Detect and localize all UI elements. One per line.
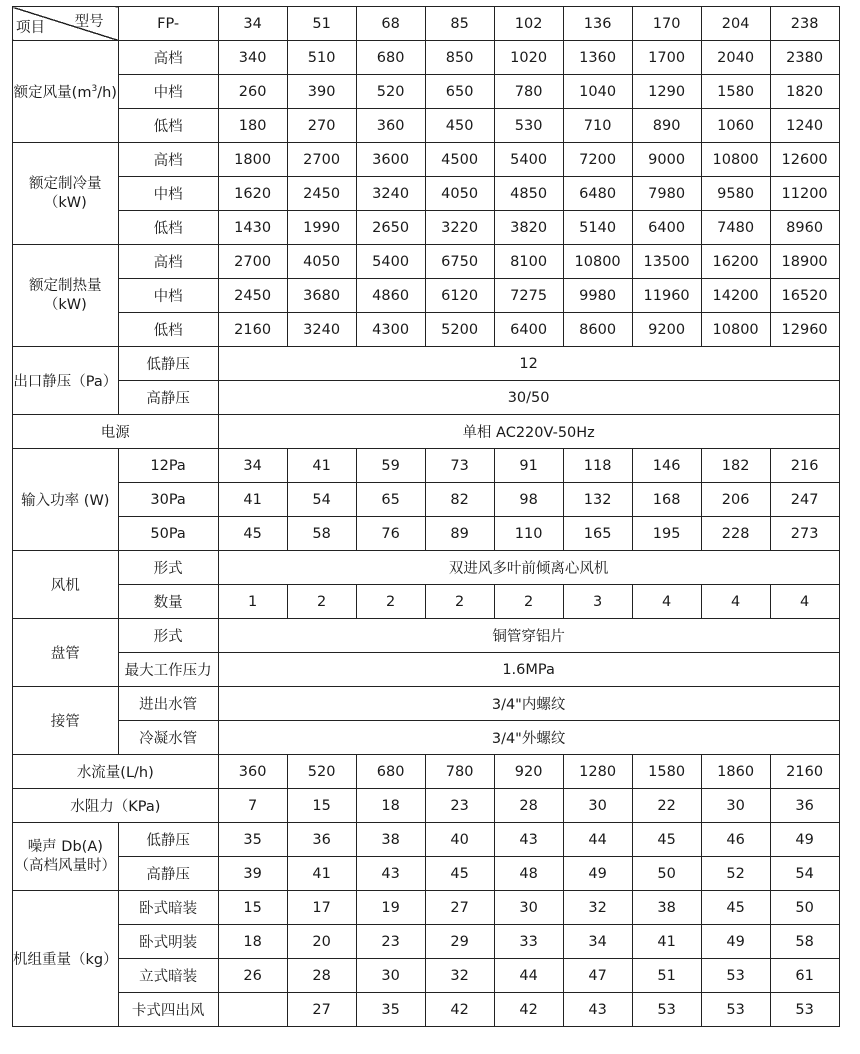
row-header-line2: （高档风量时） bbox=[14, 857, 117, 874]
value-cell: 98 bbox=[494, 483, 563, 517]
value-cell bbox=[218, 993, 287, 1027]
sub-label: 进出水管 bbox=[118, 687, 218, 721]
value-cell: 6480 bbox=[563, 177, 632, 211]
fan-type-row bbox=[13, 551, 840, 585]
airflow-label-post: /h) bbox=[97, 85, 117, 101]
static-pressure-row bbox=[13, 381, 840, 415]
sub-label: 低档 bbox=[118, 109, 218, 143]
value-cell: 450 bbox=[425, 109, 494, 143]
value-cell: 9000 bbox=[632, 143, 701, 177]
value-cell: 4500 bbox=[425, 143, 494, 177]
heating-row bbox=[13, 279, 840, 313]
value-cell: 10800 bbox=[701, 313, 770, 347]
value-cell: 3240 bbox=[287, 313, 356, 347]
value-cell: 27 bbox=[287, 993, 356, 1027]
value-cell: 18 bbox=[356, 789, 425, 823]
airflow-header bbox=[13, 41, 119, 143]
water-resistance-header: 水阻力（KPa) bbox=[13, 789, 219, 823]
airflow-row bbox=[13, 109, 840, 143]
noise-row bbox=[13, 823, 840, 857]
value-cell: 53 bbox=[701, 959, 770, 993]
merged-value: 12 bbox=[218, 347, 839, 381]
value-cell: 26 bbox=[218, 959, 287, 993]
value-cell: 132 bbox=[563, 483, 632, 517]
sub-label: 低静压 bbox=[118, 823, 218, 857]
value-cell: 30 bbox=[494, 891, 563, 925]
value-cell: 38 bbox=[632, 891, 701, 925]
value-cell: 340 bbox=[218, 41, 287, 75]
value-cell: 118 bbox=[563, 449, 632, 483]
value-cell: 19 bbox=[356, 891, 425, 925]
row-header-line1: 额定制热量 bbox=[29, 277, 102, 294]
value-cell: 2160 bbox=[218, 313, 287, 347]
sub-label: 形式 bbox=[118, 551, 218, 585]
value-cell: 12960 bbox=[770, 313, 839, 347]
input-power-row bbox=[13, 483, 840, 517]
value-cell: 3600 bbox=[356, 143, 425, 177]
input-power-row bbox=[13, 449, 840, 483]
value-cell: 41 bbox=[287, 857, 356, 891]
weight-row bbox=[13, 891, 840, 925]
pipe-row bbox=[13, 721, 840, 755]
value-cell: 40 bbox=[425, 823, 494, 857]
power-supply-row bbox=[13, 415, 840, 449]
merged-value: 铜管穿铝片 bbox=[218, 619, 839, 653]
merged-value: 双进风多叶前倾离心风机 bbox=[218, 551, 839, 585]
value-cell: 58 bbox=[287, 517, 356, 551]
value-cell: 18900 bbox=[770, 245, 839, 279]
cooling-row bbox=[13, 143, 840, 177]
sub-label: 高档 bbox=[118, 41, 218, 75]
sub-label: 低档 bbox=[118, 211, 218, 245]
value-cell: 30 bbox=[701, 789, 770, 823]
value-cell: 58 bbox=[770, 925, 839, 959]
value-cell: 180 bbox=[218, 109, 287, 143]
value-cell: 45 bbox=[632, 823, 701, 857]
value-cell: 273 bbox=[770, 517, 839, 551]
value-cell: 2450 bbox=[218, 279, 287, 313]
noise-header bbox=[13, 823, 119, 891]
static-pressure-row bbox=[13, 347, 840, 381]
value-cell: 8960 bbox=[770, 211, 839, 245]
sub-label: 最大工作压力 bbox=[118, 653, 218, 687]
airflow-label-pre: 额定风量(m bbox=[13, 85, 92, 101]
airflow-row bbox=[13, 41, 840, 75]
airflow-label-sup: 3 bbox=[91, 84, 98, 95]
value-cell: 5200 bbox=[425, 313, 494, 347]
value-cell: 102 bbox=[494, 7, 563, 41]
value-cell: 1580 bbox=[632, 755, 701, 789]
value-cell: 45 bbox=[425, 857, 494, 891]
coil-pressure-row bbox=[13, 653, 840, 687]
value-cell: 51 bbox=[632, 959, 701, 993]
noise-row bbox=[13, 857, 840, 891]
fan-header: 风机 bbox=[13, 551, 119, 619]
value-cell: 1580 bbox=[701, 75, 770, 109]
sub-label: 中档 bbox=[118, 279, 218, 313]
value-cell: 61 bbox=[770, 959, 839, 993]
value-cell: 9580 bbox=[701, 177, 770, 211]
value-cell: 2700 bbox=[287, 143, 356, 177]
value-cell: 680 bbox=[356, 41, 425, 75]
value-cell: 51 bbox=[287, 7, 356, 41]
input-power-row bbox=[13, 517, 840, 551]
row-header-line1: 额定制冷量 bbox=[29, 175, 102, 192]
value-cell: 1280 bbox=[563, 755, 632, 789]
water-resistance-row bbox=[13, 789, 840, 823]
weight-row bbox=[13, 925, 840, 959]
value-cell: 14200 bbox=[701, 279, 770, 313]
value-cell: 390 bbox=[287, 75, 356, 109]
sub-label: 形式 bbox=[118, 619, 218, 653]
value-cell: 50 bbox=[770, 891, 839, 925]
sub-label: 12Pa bbox=[118, 449, 218, 483]
value-cell: 520 bbox=[287, 755, 356, 789]
value-cell: 48 bbox=[494, 857, 563, 891]
value-cell: 46 bbox=[701, 823, 770, 857]
value-cell: 360 bbox=[218, 755, 287, 789]
value-cell: 7275 bbox=[494, 279, 563, 313]
value-cell: 32 bbox=[425, 959, 494, 993]
value-cell: 33 bbox=[494, 925, 563, 959]
value-cell: 136 bbox=[563, 7, 632, 41]
value-cell: 59 bbox=[356, 449, 425, 483]
value-cell: 4050 bbox=[287, 245, 356, 279]
value-cell: 216 bbox=[770, 449, 839, 483]
value-cell: 168 bbox=[632, 483, 701, 517]
row-header-line2: （kW) bbox=[43, 296, 87, 313]
water-flow-header: 水流量(L/h) bbox=[13, 755, 219, 789]
value-cell: 10800 bbox=[701, 143, 770, 177]
input-power-header: 输入功率 (W) bbox=[13, 449, 119, 551]
value-cell: 12600 bbox=[770, 143, 839, 177]
value-cell: 27 bbox=[425, 891, 494, 925]
value-cell: 15 bbox=[287, 789, 356, 823]
value-cell: 530 bbox=[494, 109, 563, 143]
value-cell: 68 bbox=[356, 7, 425, 41]
value-cell: 34 bbox=[563, 925, 632, 959]
value-cell: 6400 bbox=[494, 313, 563, 347]
value-cell: 20 bbox=[287, 925, 356, 959]
value-cell: 39 bbox=[218, 857, 287, 891]
value-cell: 52 bbox=[701, 857, 770, 891]
value-cell: 1060 bbox=[701, 109, 770, 143]
sub-label: 中档 bbox=[118, 177, 218, 211]
value-cell: 10800 bbox=[563, 245, 632, 279]
value-cell: 1700 bbox=[632, 41, 701, 75]
value-cell: 4860 bbox=[356, 279, 425, 313]
value-cell: 43 bbox=[494, 823, 563, 857]
value-cell: 42 bbox=[425, 993, 494, 1027]
value-cell: 49 bbox=[770, 823, 839, 857]
value-cell: 4 bbox=[701, 585, 770, 619]
value-cell: 7480 bbox=[701, 211, 770, 245]
value-cell: 41 bbox=[287, 449, 356, 483]
value-cell: 2 bbox=[494, 585, 563, 619]
value-cell: 650 bbox=[425, 75, 494, 109]
value-cell: 1360 bbox=[563, 41, 632, 75]
value-cell: 6750 bbox=[425, 245, 494, 279]
value-cell: 8600 bbox=[563, 313, 632, 347]
value-cell: 44 bbox=[494, 959, 563, 993]
value-cell: 204 bbox=[701, 7, 770, 41]
value-cell: 36 bbox=[287, 823, 356, 857]
value-cell: 53 bbox=[701, 993, 770, 1027]
sub-label: 卡式四出风 bbox=[118, 993, 218, 1027]
sub-label: 数量 bbox=[118, 585, 218, 619]
value-cell: 3 bbox=[563, 585, 632, 619]
value-cell: 38 bbox=[356, 823, 425, 857]
value-cell: 1 bbox=[218, 585, 287, 619]
value-cell: 780 bbox=[425, 755, 494, 789]
value-cell: 54 bbox=[287, 483, 356, 517]
value-cell: 65 bbox=[356, 483, 425, 517]
value-cell: 23 bbox=[356, 925, 425, 959]
value-cell: 23 bbox=[425, 789, 494, 823]
value-cell: 36 bbox=[770, 789, 839, 823]
merged-value: 1.6MPa bbox=[218, 653, 839, 687]
value-cell: 1020 bbox=[494, 41, 563, 75]
value-cell: 850 bbox=[425, 41, 494, 75]
value-cell: 247 bbox=[770, 483, 839, 517]
corner-label-model: 型号 bbox=[74, 14, 104, 30]
weight-row bbox=[13, 993, 840, 1027]
heating-row bbox=[13, 313, 840, 347]
value-cell: 1620 bbox=[218, 177, 287, 211]
model-prefix: FP- bbox=[118, 7, 218, 41]
value-cell: 146 bbox=[632, 449, 701, 483]
sub-label: 立式暗装 bbox=[118, 959, 218, 993]
value-cell: 30 bbox=[356, 959, 425, 993]
sub-label: 卧式暗装 bbox=[118, 891, 218, 925]
value-cell: 91 bbox=[494, 449, 563, 483]
value-cell: 28 bbox=[287, 959, 356, 993]
value-cell: 1800 bbox=[218, 143, 287, 177]
value-cell: 42 bbox=[494, 993, 563, 1027]
value-cell: 8100 bbox=[494, 245, 563, 279]
value-cell: 9980 bbox=[563, 279, 632, 313]
sub-label: 低档 bbox=[118, 313, 218, 347]
spec-table-body bbox=[13, 7, 840, 1027]
value-cell: 2040 bbox=[701, 41, 770, 75]
value-cell: 195 bbox=[632, 517, 701, 551]
value-cell: 7200 bbox=[563, 143, 632, 177]
value-cell: 32 bbox=[563, 891, 632, 925]
row-header-line2: （kW) bbox=[43, 194, 87, 211]
value-cell: 49 bbox=[563, 857, 632, 891]
value-cell: 2 bbox=[287, 585, 356, 619]
heating-row bbox=[13, 245, 840, 279]
cooling-row bbox=[13, 211, 840, 245]
value-cell: 73 bbox=[425, 449, 494, 483]
value-cell: 2160 bbox=[770, 755, 839, 789]
value-cell: 2650 bbox=[356, 211, 425, 245]
value-cell: 34 bbox=[218, 7, 287, 41]
coil-type-row bbox=[13, 619, 840, 653]
value-cell: 228 bbox=[701, 517, 770, 551]
sub-label: 冷凝水管 bbox=[118, 721, 218, 755]
value-cell: 1240 bbox=[770, 109, 839, 143]
row-header-line1: 噪声 Db(A) bbox=[27, 838, 103, 855]
value-cell: 41 bbox=[632, 925, 701, 959]
value-cell: 6120 bbox=[425, 279, 494, 313]
value-cell: 5400 bbox=[356, 245, 425, 279]
static-pressure-header: 出口静压（Pa） bbox=[13, 347, 119, 415]
value-cell: 165 bbox=[563, 517, 632, 551]
sub-label: 高档 bbox=[118, 245, 218, 279]
value-cell: 54 bbox=[770, 857, 839, 891]
value-cell: 1860 bbox=[701, 755, 770, 789]
sub-label: 50Pa bbox=[118, 517, 218, 551]
power-supply-header: 电源 bbox=[13, 415, 219, 449]
header-row bbox=[13, 7, 840, 41]
weight-row bbox=[13, 959, 840, 993]
value-cell: 43 bbox=[356, 857, 425, 891]
value-cell: 53 bbox=[770, 993, 839, 1027]
value-cell: 360 bbox=[356, 109, 425, 143]
value-cell: 4300 bbox=[356, 313, 425, 347]
merged-value: 3/4"外螺纹 bbox=[218, 721, 839, 755]
value-cell: 13500 bbox=[632, 245, 701, 279]
value-cell: 110 bbox=[494, 517, 563, 551]
value-cell: 35 bbox=[356, 993, 425, 1027]
value-cell: 3240 bbox=[356, 177, 425, 211]
value-cell: 890 bbox=[632, 109, 701, 143]
value-cell: 1820 bbox=[770, 75, 839, 109]
value-cell: 2 bbox=[425, 585, 494, 619]
sub-label: 卧式明装 bbox=[118, 925, 218, 959]
value-cell: 35 bbox=[218, 823, 287, 857]
value-cell: 53 bbox=[632, 993, 701, 1027]
spec-table bbox=[12, 6, 840, 1027]
pipe-header: 接管 bbox=[13, 687, 119, 755]
value-cell: 17 bbox=[287, 891, 356, 925]
value-cell: 4050 bbox=[425, 177, 494, 211]
heating-header bbox=[13, 245, 119, 347]
water-flow-row bbox=[13, 755, 840, 789]
merged-value: 30/50 bbox=[218, 381, 839, 415]
sub-label: 高静压 bbox=[118, 381, 218, 415]
value-cell: 43 bbox=[563, 993, 632, 1027]
value-cell: 11960 bbox=[632, 279, 701, 313]
value-cell: 4850 bbox=[494, 177, 563, 211]
corner-label-item: 项目 bbox=[16, 20, 45, 36]
value-cell: 1290 bbox=[632, 75, 701, 109]
value-cell: 520 bbox=[356, 75, 425, 109]
value-cell: 7980 bbox=[632, 177, 701, 211]
value-cell: 238 bbox=[770, 7, 839, 41]
value-cell: 780 bbox=[494, 75, 563, 109]
value-cell: 170 bbox=[632, 7, 701, 41]
value-cell: 510 bbox=[287, 41, 356, 75]
value-cell: 3220 bbox=[425, 211, 494, 245]
value-cell: 6400 bbox=[632, 211, 701, 245]
value-cell: 710 bbox=[563, 109, 632, 143]
value-cell: 9200 bbox=[632, 313, 701, 347]
sub-label: 中档 bbox=[118, 75, 218, 109]
value-cell: 49 bbox=[701, 925, 770, 959]
value-cell: 22 bbox=[632, 789, 701, 823]
cooling-row bbox=[13, 177, 840, 211]
value-cell: 18 bbox=[218, 925, 287, 959]
pipe-row bbox=[13, 687, 840, 721]
value-cell: 260 bbox=[218, 75, 287, 109]
value-cell: 2 bbox=[356, 585, 425, 619]
value-cell: 47 bbox=[563, 959, 632, 993]
sub-label: 低静压 bbox=[118, 347, 218, 381]
value-cell: 680 bbox=[356, 755, 425, 789]
sub-label: 高档 bbox=[118, 143, 218, 177]
value-cell: 11200 bbox=[770, 177, 839, 211]
corner-cell bbox=[13, 7, 119, 41]
value-cell: 2380 bbox=[770, 41, 839, 75]
weight-header: 机组重量（kg） bbox=[13, 891, 119, 1027]
airflow-row bbox=[13, 75, 840, 109]
cooling-header bbox=[13, 143, 119, 245]
value-cell: 1040 bbox=[563, 75, 632, 109]
value-cell: 3820 bbox=[494, 211, 563, 245]
spec-table-wrapper bbox=[12, 6, 840, 1027]
value-cell: 45 bbox=[701, 891, 770, 925]
value-cell: 82 bbox=[425, 483, 494, 517]
value-cell: 15 bbox=[218, 891, 287, 925]
value-cell: 34 bbox=[218, 449, 287, 483]
value-cell: 44 bbox=[563, 823, 632, 857]
value-cell: 29 bbox=[425, 925, 494, 959]
merged-value: 单相 AC220V-50Hz bbox=[218, 415, 839, 449]
value-cell: 16520 bbox=[770, 279, 839, 313]
value-cell: 28 bbox=[494, 789, 563, 823]
value-cell: 920 bbox=[494, 755, 563, 789]
value-cell: 5140 bbox=[563, 211, 632, 245]
value-cell: 270 bbox=[287, 109, 356, 143]
fan-qty-row bbox=[13, 585, 840, 619]
value-cell: 16200 bbox=[701, 245, 770, 279]
value-cell: 85 bbox=[425, 7, 494, 41]
value-cell: 41 bbox=[218, 483, 287, 517]
value-cell: 1990 bbox=[287, 211, 356, 245]
sub-label: 高静压 bbox=[118, 857, 218, 891]
value-cell: 2700 bbox=[218, 245, 287, 279]
value-cell: 30 bbox=[563, 789, 632, 823]
value-cell: 182 bbox=[701, 449, 770, 483]
value-cell: 2450 bbox=[287, 177, 356, 211]
value-cell: 3680 bbox=[287, 279, 356, 313]
value-cell: 206 bbox=[701, 483, 770, 517]
value-cell: 89 bbox=[425, 517, 494, 551]
value-cell: 76 bbox=[356, 517, 425, 551]
value-cell: 4 bbox=[770, 585, 839, 619]
value-cell: 45 bbox=[218, 517, 287, 551]
value-cell: 1430 bbox=[218, 211, 287, 245]
value-cell: 5400 bbox=[494, 143, 563, 177]
value-cell: 50 bbox=[632, 857, 701, 891]
merged-value: 3/4"内螺纹 bbox=[218, 687, 839, 721]
coil-header: 盘管 bbox=[13, 619, 119, 687]
sub-label: 30Pa bbox=[118, 483, 218, 517]
value-cell: 7 bbox=[218, 789, 287, 823]
value-cell: 4 bbox=[632, 585, 701, 619]
